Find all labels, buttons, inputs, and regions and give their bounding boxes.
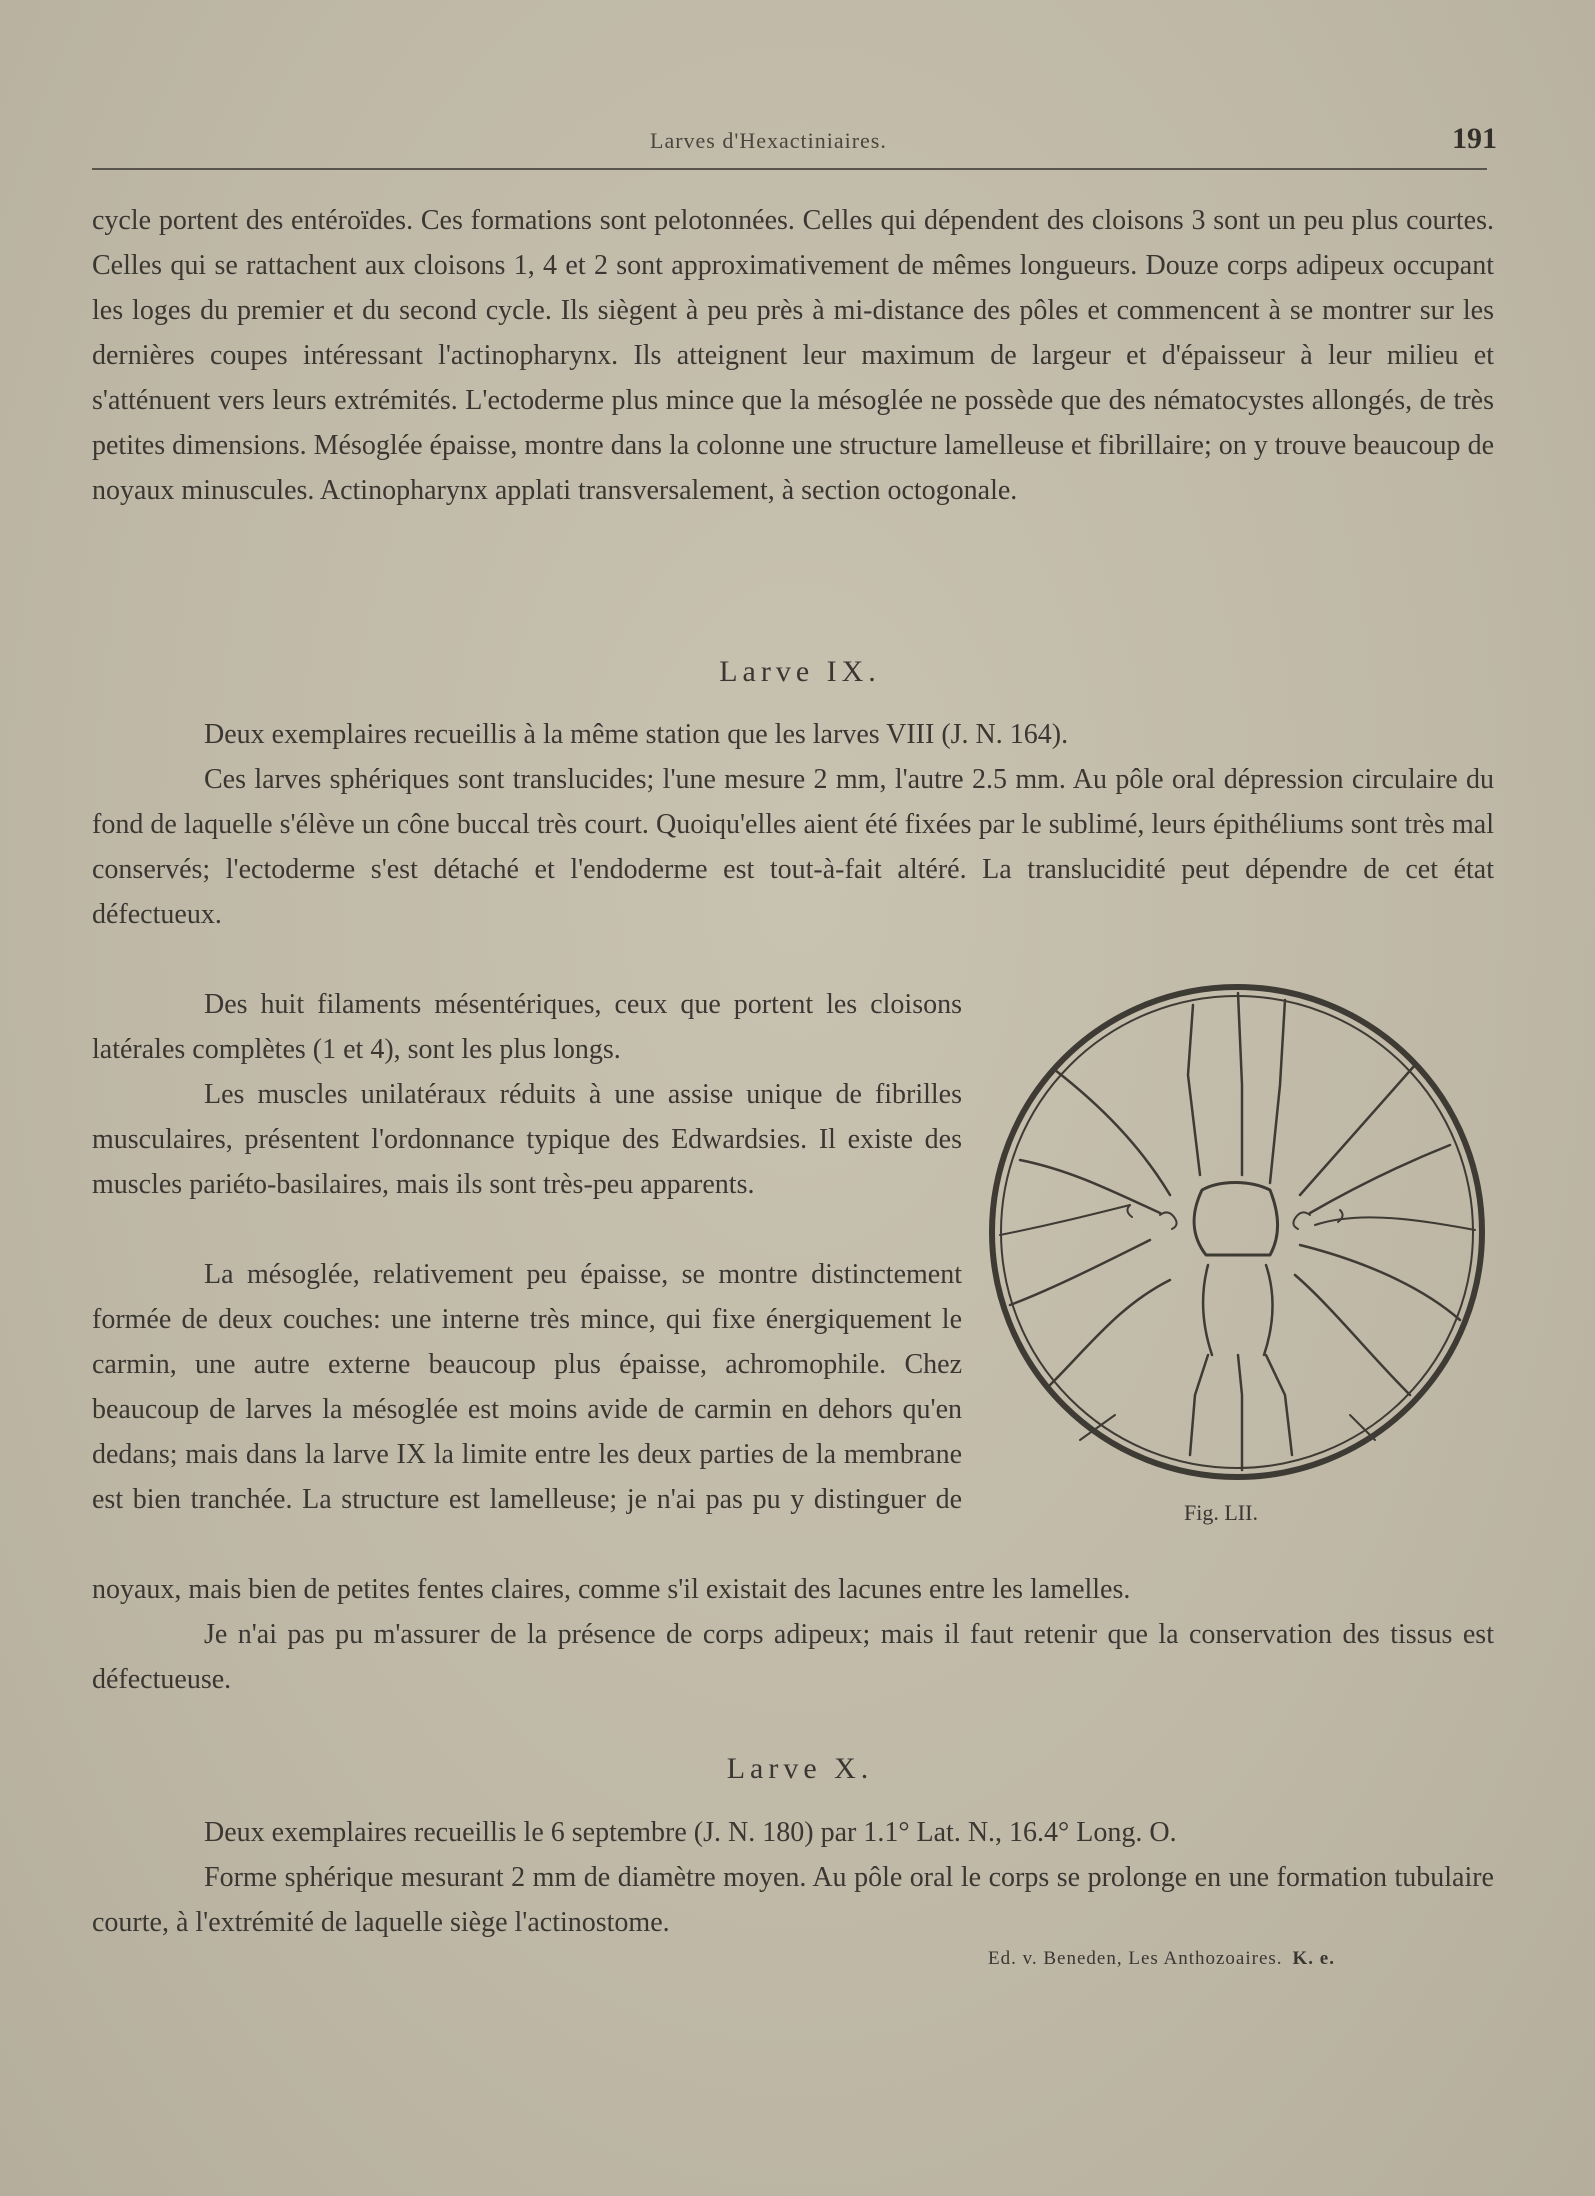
paragraph-exemplaires-ix: Deux exemplaires recueillis à la même station que les larves VIII (J. N. 164). — [204, 719, 1069, 750]
figure-caption: Fig. LII. — [1184, 1500, 1258, 1525]
larva-section-drawing — [980, 975, 1495, 1490]
page-number: 191 — [1452, 122, 1497, 155]
actinopharynx — [1194, 1183, 1277, 1256]
paragraph-exemplaires-x: Deux exemplaires recueillis le 6 septembre (J. N. 180) par 1.1° Lat. N., 16.4° Long. O. — [204, 1817, 1177, 1848]
paragraph-cycle: cycle portent des entéroïdes. Ces formations sont pelotonnées. Celles qui dépendent des cloisons 3 sont un peu plus courtes. Celles qui se rattachent aux cloisons 1, 4 et 2 sont approximativement de mêmes longueurs. Douze corps adipeux occupant les loges du premier et du second cycle. Ils siègent à peu près à mi-distance des pôles et commencent à se montrer sur les dernières coupes intéressant l'actinopharynx. Ils atteignent leur maximum de largeur et d'épaisseur à leur milieu et s'atténuent vers leurs extrémités. L'ectoderme plus mince que la mésoglée ne possède que des nématocystes allongés, de très petites dimensions. Mésoglée épaisse, montre dans la colonne une structure lamelleuse et fibrillaire; on y trouve beaucoup de noyaux minuscules. Actinopharynx applati transversalement, à section octogonale. — [92, 205, 1494, 506]
printer-signature — [988, 1948, 1335, 1970]
heading-larve-x: Larve X. — [726, 1752, 874, 1785]
running-title: Larves d'Hexactiniaires. — [650, 128, 887, 153]
paragraph-muscles: Les muscles unilatéraux réduits à une assise unique de fibrilles musculaires, présentent l'ordonnance typique des Edwardsies. Il existe des muscles pariéto-basilaires, mais ils sont très-peu apparents. — [92, 1079, 962, 1200]
signature-text: Ed. v. Beneden, Les Anthozoaires. — [988, 1948, 1283, 1969]
paragraph-mesoglee-end: noyaux, mais bien de petites fentes claires, comme s'il existait des lacunes entre les lamelles. — [92, 1574, 1131, 1605]
body-wall-inner — [1001, 996, 1473, 1468]
paragraph-filaments: Des huit filaments mésentériques, ceux que portent les cloisons latérales complètes (1 et 4), sont les plus longs. — [92, 989, 962, 1065]
body-wall-outer — [992, 987, 1482, 1477]
paragraph-forme-spherique: Forme sphérique mesurant 2 mm de diamètre moyen. Au pôle oral le corps se prolonge en une formation tubulaire courte, à l'extrémité de laquelle siège l'actinostome. — [92, 1862, 1494, 1938]
sheet-mark: K. e. — [1292, 1948, 1335, 1969]
heading-larve-ix: Larve IX. — [719, 655, 881, 688]
paragraph-spheriques: Ces larves sphériques sont translucides; l'une mesure 2 mm, l'autre 2.5 mm. Au pôle oral dépression circulaire du fond de laquelle s'élève un cône buccal très court. Quoiqu'elles aient été fixées par le sublimé, leurs épithéliums sont très mal conservés; l'ectoderme s'est détaché et l'endoderme est tout-à-fait altéré. La translucidité peut dépendre de cet état défectueux. — [92, 764, 1494, 930]
header-rule — [92, 168, 1487, 170]
paragraph-mesoglee: La mésoglée, relativement peu épaisse, se montre distinctement formée de deux couches: une interne très mince, qui fixe énergiquement le carmin, une autre externe beaucoup plus épaisse, achromophile. Chez beaucoup de larves la mésoglée est moins avide de carmin en dehors qu'en dedans; mais dans la larve IX la limite entre les deux parties de la membrane est bien tranchée. La structure est lamelleuse; je n'ai pas pu y distinguer de — [92, 1259, 962, 1515]
figure-larva-cross-section — [980, 975, 1495, 1490]
paragraph-corps-adipeux: Je n'ai pas pu m'assurer de la présence de corps adipeux; mais il faut retenir que la conservation des tissus est défectueuse. — [92, 1619, 1494, 1695]
